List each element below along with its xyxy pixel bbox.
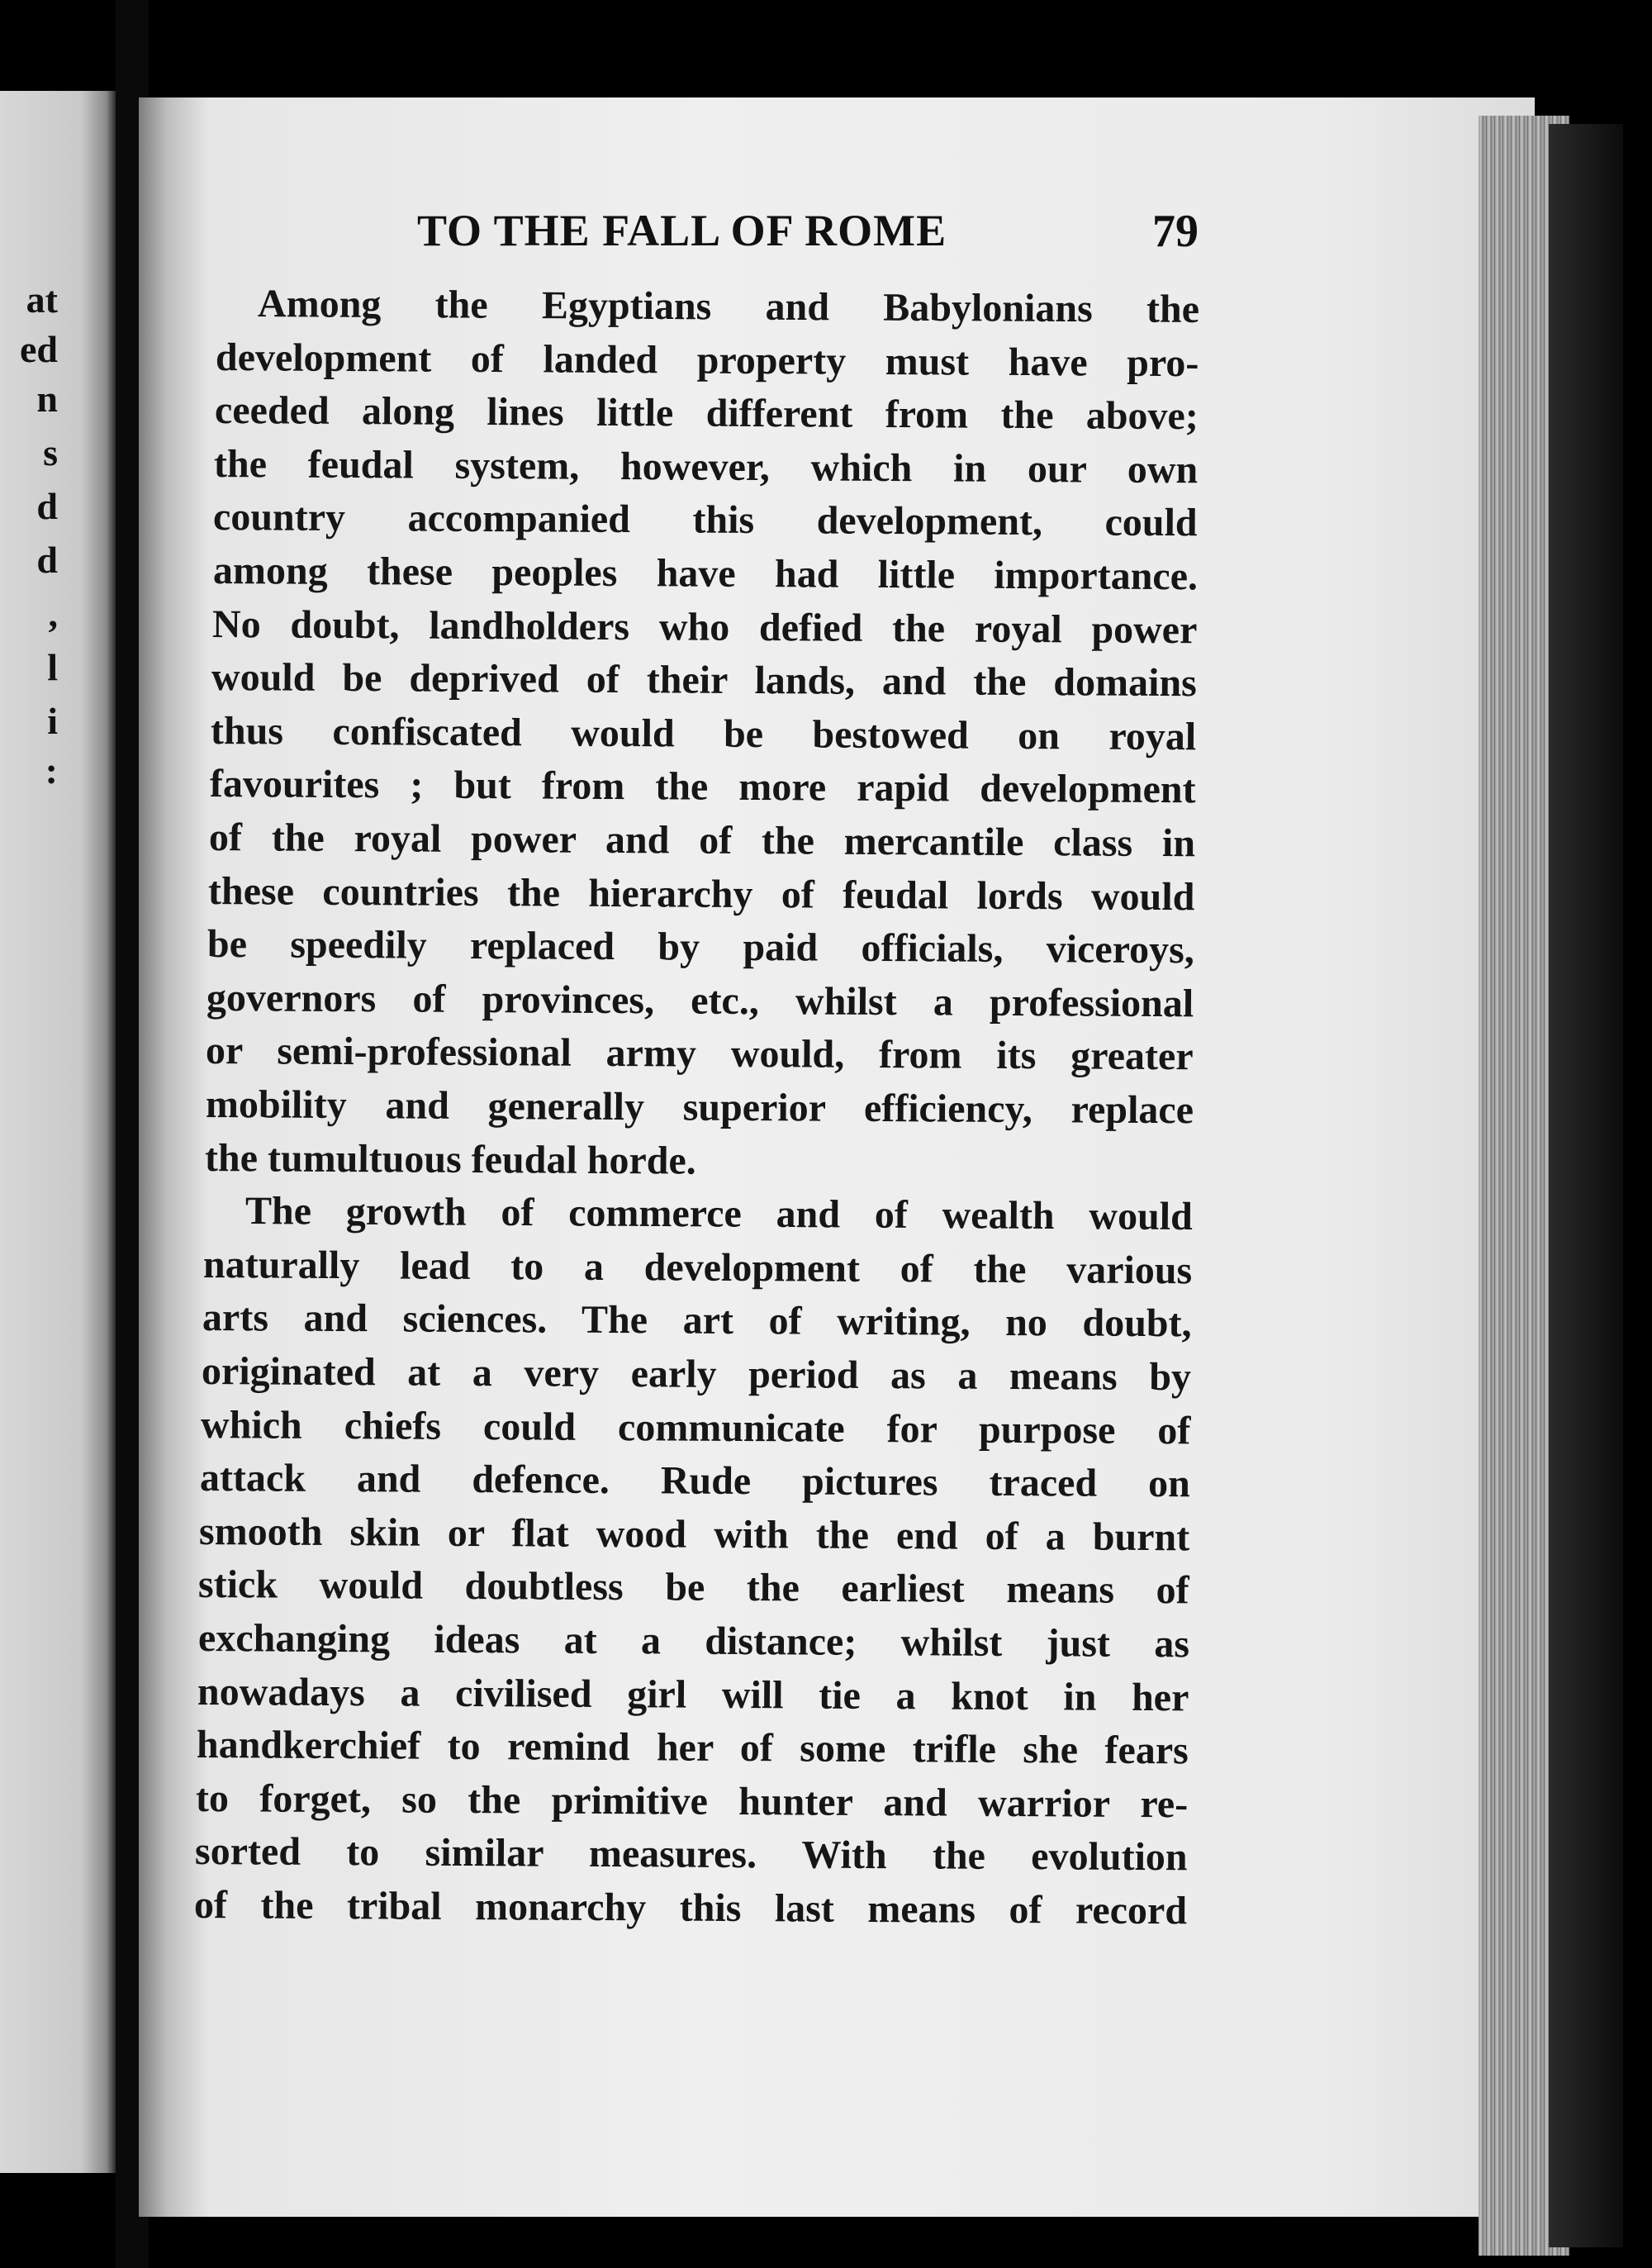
text-line: The growth of commerce and of wealth would <box>244 1189 1193 1239</box>
left-page-fragment: n <box>36 380 58 418</box>
text-line: Among the Egyptians and Babylonians the <box>257 282 1200 331</box>
text-line: No doubt, landholders who defied the royal power <box>211 601 1198 652</box>
text-line: among these peoples have had little importance. <box>212 549 1198 599</box>
text-line: originated at a very early period as a means by <box>201 1349 1192 1400</box>
text-line: mobility and generally superior efficiency, replace <box>205 1082 1194 1133</box>
text-line: the feudal system, however, which in our own <box>214 441 1199 492</box>
left-page-fragment: d <box>36 487 58 525</box>
text-line: attack and defence. Rude pictures traced on <box>200 1456 1191 1506</box>
left-page-fragment: at <box>26 281 58 319</box>
text-line: naturally lead to a development of the various <box>202 1242 1193 1293</box>
text-line: which chiefs could communicate for purpose of <box>200 1402 1191 1453</box>
book-cover-edge <box>1549 124 1623 2247</box>
text-line: smooth skin or flat wood with the end of a burnt <box>199 1509 1190 1560</box>
left-page-edge <box>0 91 116 2173</box>
text-line: be speedily replaced by paid officials, viceroys, <box>207 922 1195 972</box>
left-page-fragment: l <box>47 649 58 687</box>
text-line: nowadays a civilised girl will tie a knot in her <box>197 1669 1189 1719</box>
text-line: handkerchief to remind her of some trifle she fears <box>196 1723 1189 1773</box>
text-line: these countries the hierarchy of feudal lords would <box>207 868 1195 919</box>
left-page-fragment: : <box>45 752 58 790</box>
text-line: ceeded along lines little different from the above; <box>215 388 1199 439</box>
page-header <box>0 205 1652 263</box>
text-line: sorted to similar measures. With the evolution <box>194 1829 1188 1880</box>
text-line: stick would doubtless be the earliest means of <box>198 1562 1190 1613</box>
left-page-fragment: , <box>48 595 58 633</box>
text-line: of the tribal monarchy this last means of record <box>193 1883 1188 1933</box>
text-line: the tumultuous feudal horde. <box>204 1135 696 1183</box>
text-line: arts and sciences. The art of writing, no doubt, <box>202 1296 1192 1346</box>
text-line: exchanging ideas at a distance; whilst just as <box>197 1616 1189 1667</box>
text-line: thus confiscated would be bestowed on royal <box>210 708 1197 759</box>
text-line: development of landed property must have pro- <box>215 335 1199 385</box>
text-line: country accompanied this development, could <box>213 495 1199 545</box>
running-head: TO THE FALL OF ROME <box>417 206 947 255</box>
text-line: governors of provinces, etc., whilst a professional <box>206 975 1194 1026</box>
text-line: favourites ; but from the more rapid development <box>209 762 1196 812</box>
left-page-fragment: d <box>36 541 58 579</box>
text-line: or semi-professional army would, from its greater <box>206 1029 1194 1079</box>
text-line: of the royal power and of the mercantile class in <box>208 815 1196 866</box>
left-page-fragment: s <box>43 434 58 472</box>
left-page-fragment: ed <box>20 330 58 368</box>
left-page-fragment: i <box>47 702 58 740</box>
text-line: to forget, so the primitive hunter and warrior re- <box>195 1776 1189 1827</box>
text-line: would be deprived of their lands, and the domains <box>211 655 1197 706</box>
page-number: 79 <box>1152 206 1199 257</box>
